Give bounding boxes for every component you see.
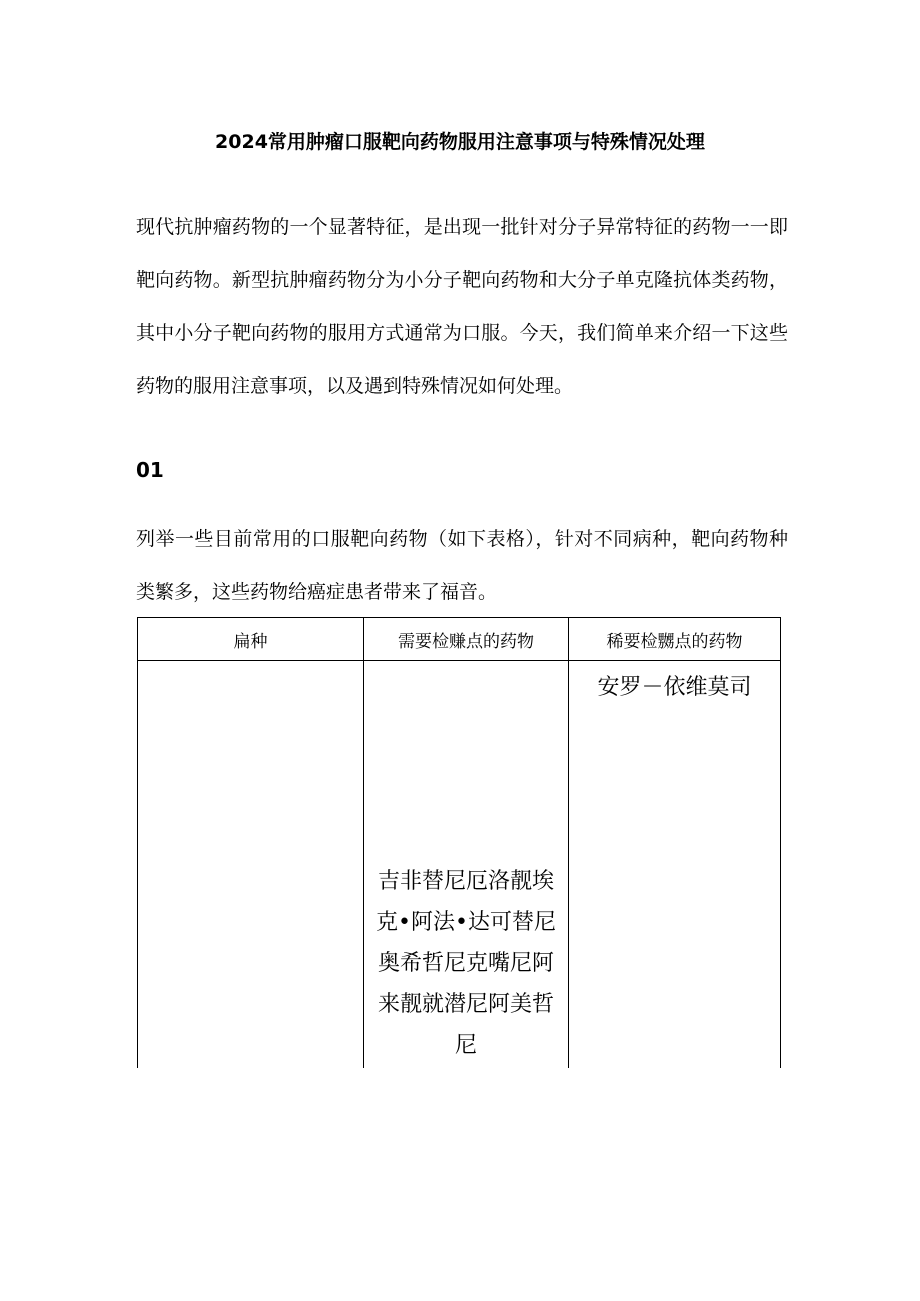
required-test-drugs-cell (364, 661, 569, 1069)
header-required-test-drugs: 需要检赚点的药物 (364, 618, 569, 661)
section-paragraph: 列举一些目前常用的口服靶向药物（如下表格），针对不同病种，靶向药物种类繁多，这些药物给癌症患者带来了福音。 (136, 528, 788, 603)
section-number: 01 (136, 458, 164, 482)
header-disease: 扁种 (138, 618, 364, 661)
disease-cell (138, 661, 364, 1069)
drug-table (137, 617, 781, 1068)
table-row (138, 661, 781, 1069)
drug-line: 吉非替尼厄洛靓埃 (377, 869, 554, 894)
header-optional-test-drugs: 稀要检嬲点的药物 (569, 618, 781, 661)
drug-line: 奥希哲尼克嘴尼阿 (377, 951, 554, 976)
drug-line: 尼 (454, 1033, 477, 1058)
table-header-row (138, 618, 781, 661)
optional-test-drugs-cell: 安罗－依维莫司 (569, 661, 781, 1069)
drug-line: 来靓就潜尼阿美哲 (377, 992, 554, 1017)
intro-paragraph: 现代抗肿瘤药物的一个显著特征，是出现一批针对分子异常特征的药物一一即靶向药物。新型抗肿瘤药物分为小分子靶向药物和大分子单克隆抗体类药物，其中小分子靶向药物的服用方式通常为口服。今天，我们简单来介绍一下这些药物的服用注意事项，以及遇到特殊情况如何处理。 (136, 216, 788, 397)
document-title: 2024常用肿瘤口服靶向药物服用注意事项与特殊情况处理 (215, 131, 705, 153)
drug-line: 克•阿法•达可替尼 (376, 910, 556, 935)
